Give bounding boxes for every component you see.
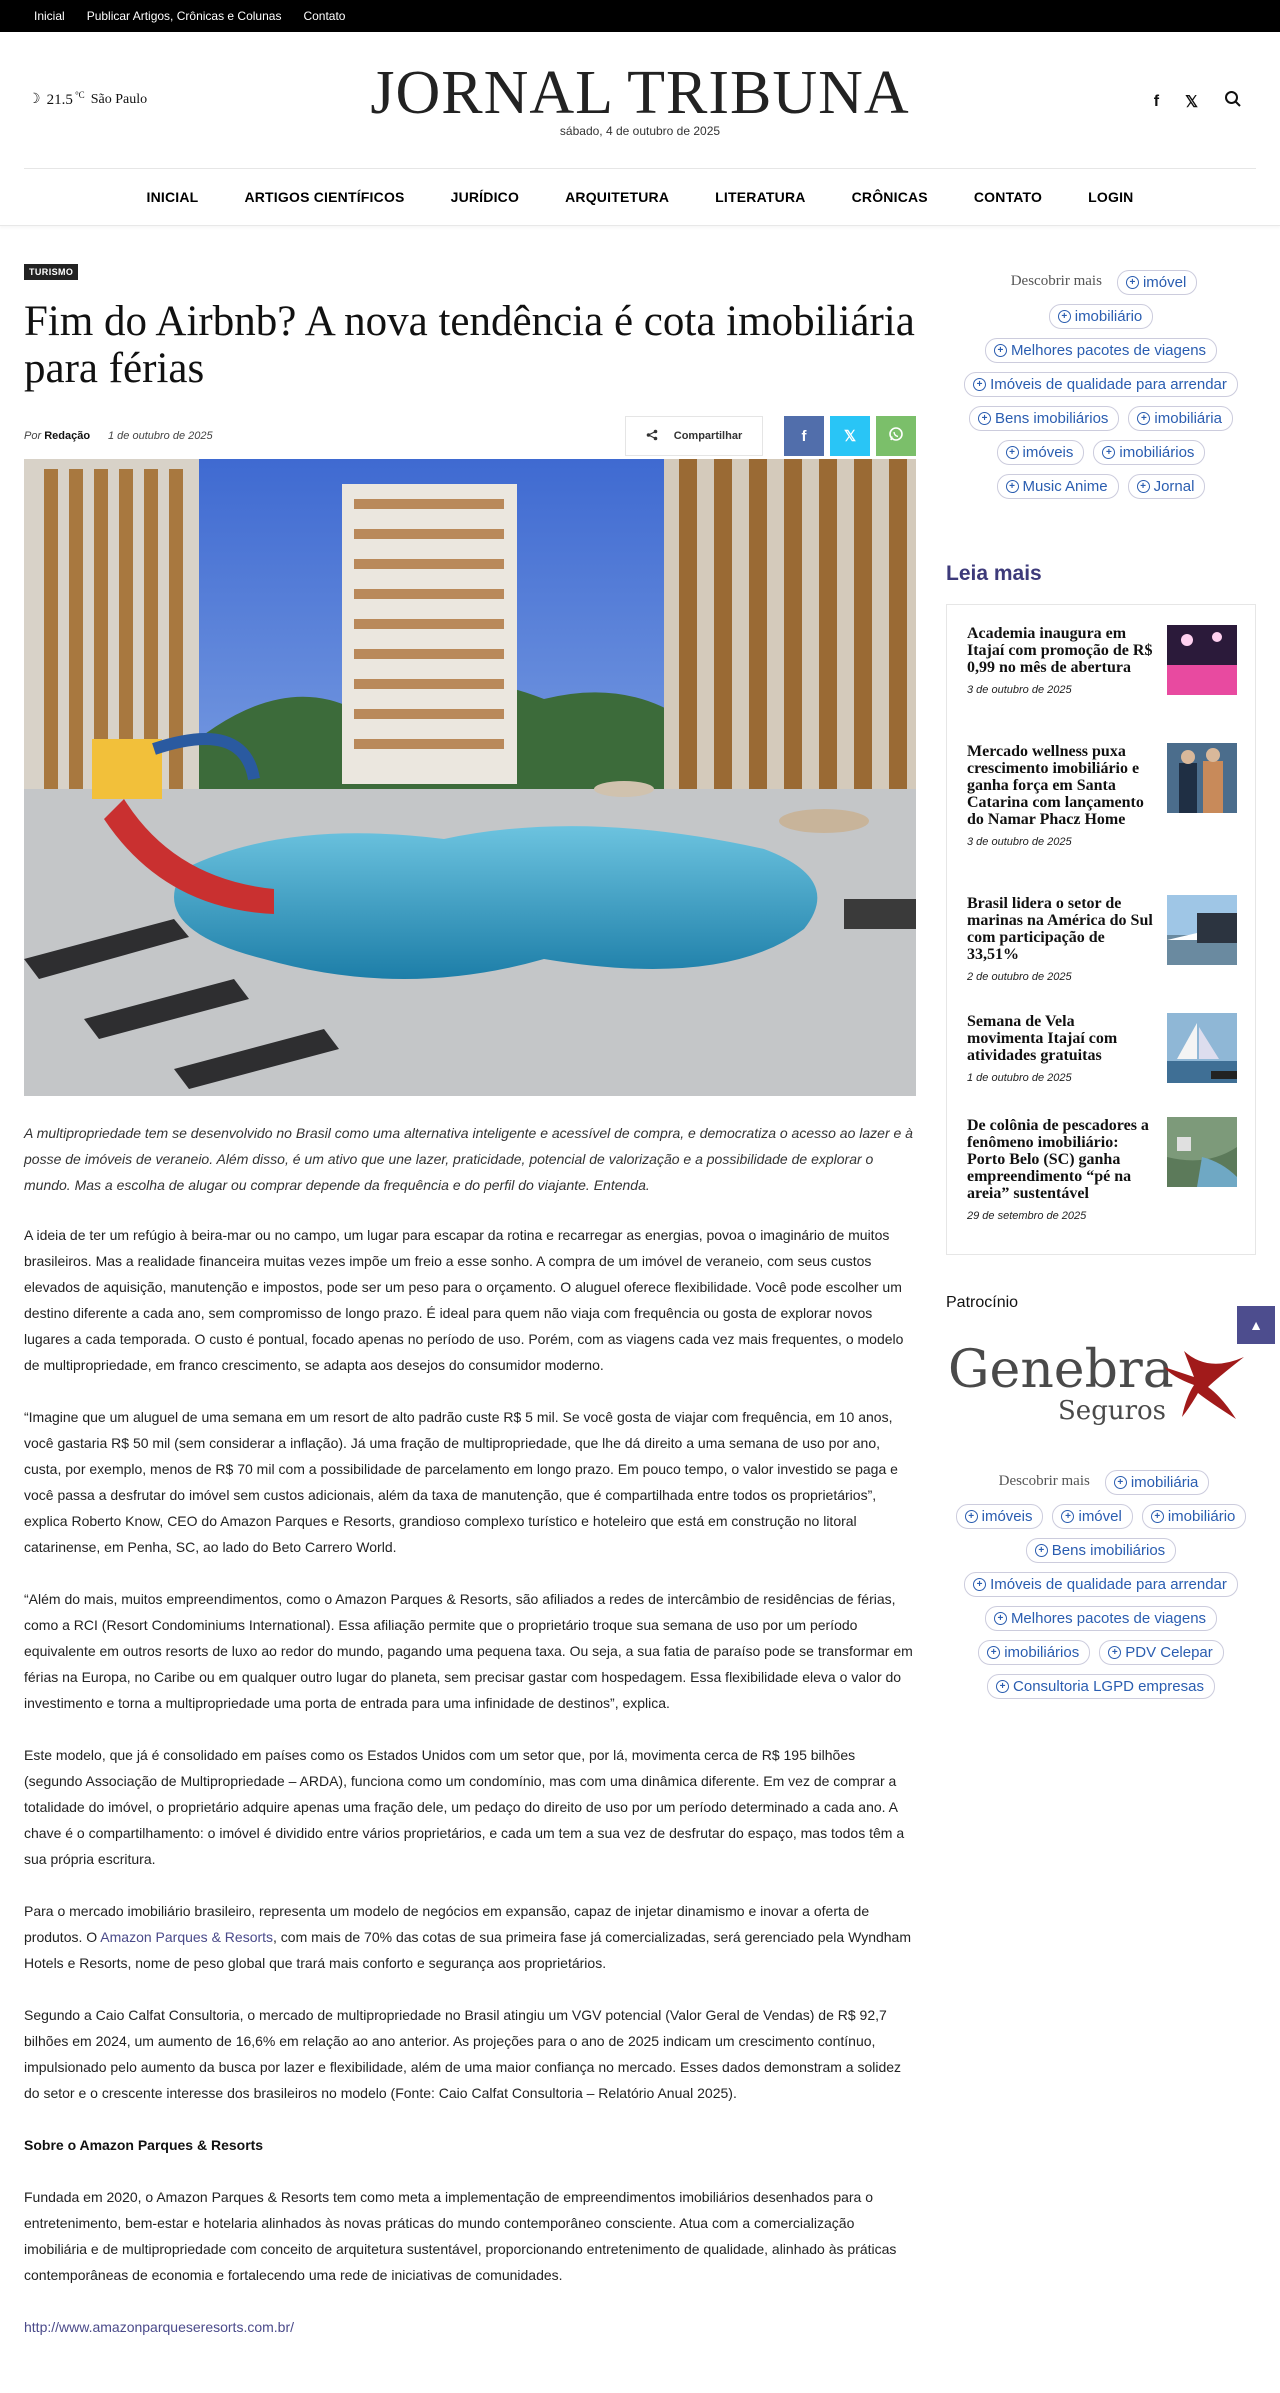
plus-icon: + — [1137, 480, 1150, 493]
paragraph: Fundada em 2020, o Amazon Parques & Resorts tem como meta a implementação de empreendimentos imobiliários desenhados para o entretenimento, bem-estar e hotelaria alinhados às novas práticas do mundo contemporâneo consciente. Atua com a comercialização imobiliária e de multipropriedade com conceito de arquitetura sustentável, proporcionando entretenimento de qualidade, alinhado às práticas contemporâneas de economia e fortalecendo uma rede de iniciativas de comunidades. — [24, 2189, 897, 2283]
plus-icon: + — [973, 1578, 986, 1591]
nav-cronicas[interactable]: CRÔNICAS — [851, 189, 928, 205]
tag-chip[interactable]: + imobiliários — [978, 1640, 1090, 1665]
article-body — [24, 1222, 916, 2366]
thumbnail[interactable] — [1167, 625, 1237, 695]
plus-icon: + — [996, 1680, 1009, 1693]
article-meta — [24, 416, 916, 460]
moon-icon: ☽ — [28, 92, 41, 107]
x-icon[interactable]: 𝕏 — [1185, 93, 1198, 111]
share-x-button[interactable] — [830, 416, 870, 456]
list-item[interactable] — [967, 1013, 1237, 1084]
website-link[interactable]: http://www.amazonparqueseresorts.com.br/ — [24, 2319, 295, 2335]
list-item-date: 3 de outubro de 2025 — [967, 836, 1072, 848]
topbar-link-inicial[interactable]: Inicial — [34, 9, 65, 23]
publish-date: 1 de outubro de 2025 — [108, 430, 213, 442]
facebook-icon[interactable]: f — [1153, 92, 1160, 110]
discover-tags-2 — [946, 1462, 1256, 1699]
tag-chip[interactable]: + Bens imobiliários — [969, 406, 1119, 431]
discover-tags — [946, 262, 1256, 499]
tag-chip[interactable]: + Melhores pacotes de viagens — [985, 338, 1217, 363]
plus-icon: + — [1035, 1544, 1048, 1557]
share-whatsapp-button[interactable] — [876, 416, 916, 456]
plus-icon: + — [1006, 446, 1019, 459]
header-social — [1154, 90, 1242, 113]
tag-chip[interactable]: + imóveis — [997, 440, 1085, 465]
plus-icon: + — [987, 1646, 1000, 1659]
nav-contato[interactable]: CONTATO — [973, 189, 1043, 205]
nav-login[interactable]: LOGIN — [1088, 189, 1134, 205]
header-date: sábado, 4 de outubro de 2025 — [559, 124, 721, 138]
sponsor-sub: Seguros — [1058, 1396, 1167, 1426]
sponsor-name: Genebra — [948, 1340, 1174, 1400]
plus-icon: + — [994, 344, 1007, 357]
list-item-title[interactable]: Academia inaugura em Itajaí com promoção de R$ 0,99 no mês de abertura — [967, 625, 1153, 676]
tag-chip[interactable]: + imóvel — [1117, 270, 1197, 295]
back-to-top-button[interactable] — [1237, 1306, 1275, 1344]
tag-chip[interactable]: + Imóveis de qualidade para arrendar — [964, 1572, 1238, 1597]
plus-icon: + — [1137, 412, 1150, 425]
list-item[interactable] — [967, 743, 1237, 848]
tag-chip[interactable]: + imóvel — [1052, 1504, 1132, 1529]
share-facebook-button[interactable] — [784, 416, 824, 456]
list-item-date: 3 de outubro de 2025 — [967, 684, 1072, 696]
list-item[interactable] — [967, 625, 1237, 696]
tag-chip[interactable]: + imóveis — [956, 1504, 1044, 1529]
tag-chip[interactable]: + imobiliária — [1128, 406, 1233, 431]
whatsapp-icon — [888, 426, 904, 446]
main-nav — [0, 169, 1280, 226]
article-title: Fim do Airbnb? A nova tendência é cota imobiliária para férias — [24, 298, 915, 392]
x-icon: 𝕏 — [843, 428, 857, 445]
tag-chip[interactable]: + imobiliários — [1093, 440, 1205, 465]
nav-inicial[interactable]: INICIAL — [146, 189, 199, 205]
plus-icon: + — [1058, 310, 1071, 323]
plus-icon: + — [1126, 276, 1139, 289]
category-badge[interactable]: TURISMO — [24, 264, 78, 280]
discover-label: Descobrir mais — [998, 1473, 1090, 1489]
tag-chip[interactable]: + Music Anime — [997, 474, 1119, 499]
share-button[interactable] — [625, 416, 763, 456]
thumbnail[interactable] — [1167, 1117, 1237, 1187]
plus-icon: + — [978, 412, 991, 425]
plus-icon: + — [965, 1510, 978, 1523]
byline: Por Redação — [24, 430, 91, 442]
plus-icon: + — [1114, 1476, 1127, 1489]
nav-juridico[interactable]: JURÍDICO — [450, 189, 520, 205]
sidebar — [946, 262, 1256, 1695]
plus-icon: + — [1061, 1510, 1074, 1523]
topbar-link-publicar[interactable]: Publicar Artigos, Crônicas e Colunas — [86, 9, 282, 23]
paragraph: Este modelo, que já é consolidado em países como os Estados Unidos com um setor que, por lá, movimenta cerca de R$ 195 bilhões (segundo Associação de Multipropriedade – ARDA), funciona como um condomínio, mas com uma dinâmica diferente. Em vez de comprar a totalidade do imóvel, o proprietário adquire apenas uma fração dele, um pedaço do direito de uso por um período determinado a cada ano. A chave é o compartilhamento: o imóvel é dividido entre vários proprietários, e cada um tem a sua vez de desfrutar do espaço, mas todos têm a sua própria escritura. — [24, 1747, 905, 1867]
topbar-link-contato[interactable]: Contato — [303, 9, 346, 23]
list-item-title[interactable]: Mercado wellness puxa crescimento imobiliário e ganha força em Santa Catarina com lançamento do Namar Phacz Home — [967, 743, 1144, 828]
author-link[interactable]: Redação — [44, 430, 91, 442]
paragraph: “Imagine que um aluguel de uma semana em um resort de alto padrão custe R$ 5 mil. Se você gosta de viajar com frequência, em 10 anos, você gastaria R$ 50 mil (sem considerar a inflação). Já uma fração de multipropriedade, que lhe dá direito a uma semana de uso por ano, custa, por exemplo, menos de R$ 70 mil com a possibilidade de parcelamento em longo prazo. Em pouco tempo, o valor investido se paga e você passa a desfrutar do imóvel sem custos adicionais, além da taxa de manutenção, que é compartilhada entre todos os proprietários”, explica Roberto Know, CEO do Amazon Parques e Resorts, grandioso complexo turístico e hoteleiro que está em construção no litoral catarinense, em Penha, SC, ao lado do Beto Carrero World. — [24, 1409, 898, 1555]
header-divider — [24, 168, 1256, 169]
tag-chip[interactable]: + Consultoria LGPD empresas — [987, 1674, 1215, 1699]
article — [24, 262, 916, 2335]
nav-literatura[interactable]: LITERATURA — [715, 189, 806, 205]
image-caption: A multipropriedade tem se desenvolvido no Brasil como uma alternativa inteligente e acessível de compra, e democratiza o acesso ao lazer e à posse de imóveis de veraneio. Além disso, é um ativo que une lazer, praticidade, potencial de valorização e a possibilidade de explorar o mundo. Mas a escolha de alugar ou comprar depende da frequência e do perfil do viajante. Entenda. — [24, 1125, 913, 1193]
list-item[interactable] — [967, 1117, 1237, 1222]
site-logo[interactable]: JORNAL TRIBUNA — [370, 59, 910, 127]
plus-icon: + — [1006, 480, 1019, 493]
thumbnail[interactable] — [1167, 1013, 1237, 1083]
nav-arquitetura[interactable]: ARQUITETURA — [565, 189, 670, 205]
site-header — [0, 32, 1280, 169]
search-icon[interactable] — [1224, 90, 1242, 113]
list-item[interactable] — [967, 895, 1237, 983]
leia-mais-list — [946, 604, 1256, 1255]
tag-chip[interactable]: + Melhores pacotes de viagens — [985, 1606, 1217, 1631]
plus-icon: + — [1102, 446, 1115, 459]
top-bar — [0, 0, 1280, 32]
paragraph: A ideia de ter um refúgio à beira-mar ou no campo, um lugar para escapar da rotina e recarregar as energias, povoa o imaginário de muitos brasileiros. Mas a realidade financeira muitas vezes impõe um freio a esse sonho. A compra de um imóvel de veraneio, com seus custos elevados de aquisição, manutenção e impostos, pode ser um peso para o orçamento. O aluguel oferece flexibilidade. Você pode escolher um destino diferente a cada ano, sem compromisso de longo prazo. É ideal para quem não viaja com frequência ou gosta de explorar novos lugares a cada temporada. O custo é pontual, focado apenas no período de uso. Porém, com as viagens cada vez mais frequentes, o modelo de multipropriedade, em franco crescimento, se adapta aos desejos do consumidor moderno. — [24, 1227, 904, 1373]
tag-chip[interactable]: + Bens imobiliários — [1026, 1538, 1176, 1563]
list-item-date: 1 de outubro de 2025 — [967, 1072, 1072, 1084]
paragraph: “Além do mais, muitos empreendimentos, como o Amazon Parques & Resorts, são afiliados a redes de intercâmbio de residências de férias, como a RCI (Resort Condominiums International). Essa afiliação permite que o proprietário troque sua semana de uso por um período equivalente em outros resorts de luxo ao redor do mundo, pagando uma pequena taxa. Ou seja, a sua fatia de paraíso pode se transformar em férias na Europa, no Caribe ou em qualquer outro lugar do planeta, sem precisar gastar com hospedagem. Essa flexibilidade eleva o valor do investimento e torna a multipropriedade uma porta de entrada para uma infinidade de destinos”, explica. — [24, 1591, 913, 1711]
list-item-title[interactable]: Brasil lidera o setor de marinas na América do Sul com participação de 33,51% — [967, 895, 1153, 963]
paragraph: Segundo a Caio Calfat Consultoria, o mercado de multipropriedade no Brasil atingiu um VGV potencial (Valor Geral de Vendas) de R$ 92,7 bilhões em 2024, um aumento de 16,6% em relação ao ano anterior. As projeções para o ano de 2025 indicam um crescimento contínuo, impulsionado pelo aumento da busca por lazer e flexibilidade, além de uma maior confiança no mercado. Esses dados demonstram a solidez do setor e o crescente interesse dos brasileiros no modelo (Fonte: Caio Calfat Consultoria – Relatório Anual 2025). — [24, 2007, 902, 2101]
nav-artigos[interactable]: ARTIGOS CIENTÍFICOS — [244, 189, 405, 205]
share-label: Compartilhar — [673, 430, 743, 442]
thumbnail[interactable] — [1167, 743, 1237, 813]
plus-icon: + — [1151, 1510, 1164, 1523]
weather-city: São Paulo — [90, 91, 148, 107]
discover-label: Descobrir mais — [1010, 273, 1102, 289]
facebook-icon: f — [801, 427, 807, 445]
sponsor-label: Patrocínio — [946, 1294, 1019, 1311]
tag-chip[interactable]: + imobiliário — [1049, 304, 1154, 329]
temperature: 21.5 $^{^\circ C}$ — [46, 90, 85, 108]
plus-icon: + — [1108, 1646, 1121, 1659]
share-icon — [646, 429, 658, 444]
paragraph: Para o mercado imobiliário brasileiro, representa um modelo de negócios em expansão, capaz de injetar dinamismo e inovar a oferta de produtos. O Amazon Parques & Resorts, com mais de 70% das cotas de sua primeira fase já comercializadas, será gerenciado pela Wyndham Hotels e Resorts, nome de peso global que trará mais conforto e segurança aos proprietários. — [24, 1903, 911, 1971]
section-subhead: Sobre o Amazon Parques & Resorts — [24, 2137, 264, 2153]
list-item-title[interactable]: Semana de Vela movimenta Itajaí com atividades gratuitas — [967, 1013, 1118, 1064]
tag-chip[interactable]: + PDV Celepar — [1099, 1640, 1224, 1665]
plus-icon: + — [973, 378, 986, 391]
bird-icon — [1164, 1351, 1244, 1419]
hero-image — [24, 459, 916, 1096]
tag-chip[interactable]: + imobiliário — [1142, 1504, 1247, 1529]
list-item-title[interactable]: De colônia de pescadores a fenômeno imobiliário: Porto Belo (SC) ganha empreendimento “pé na areia” sustentável — [967, 1117, 1149, 1202]
tag-chip[interactable]: + imobiliária — [1105, 1470, 1210, 1495]
list-item-date: 2 de outubro de 2025 — [967, 971, 1072, 983]
plus-icon: + — [994, 1612, 1007, 1625]
tag-chip[interactable]: + Imóveis de qualidade para arrendar — [964, 372, 1238, 397]
chevron-up-icon: ▲ — [1249, 1317, 1263, 1333]
amazon-link[interactable]: Amazon Parques & Resorts — [100, 1929, 274, 1945]
list-item-date: 29 de setembro de 2025 — [967, 1210, 1087, 1222]
thumbnail[interactable] — [1167, 895, 1237, 965]
leia-mais-title: Leia mais — [946, 562, 1042, 585]
sponsor-logo[interactable] — [946, 1327, 1256, 1427]
tag-chip[interactable]: + Jornal — [1128, 474, 1206, 499]
